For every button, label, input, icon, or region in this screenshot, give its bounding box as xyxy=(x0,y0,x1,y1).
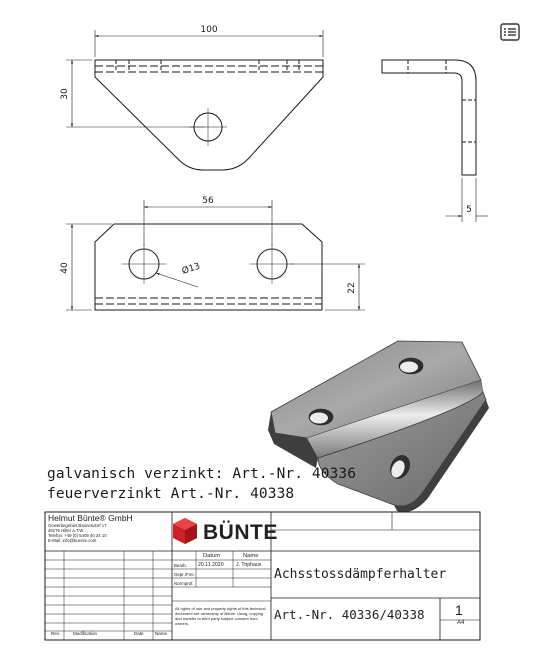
date-label: Date xyxy=(134,631,144,636)
front-view xyxy=(66,200,365,310)
top-view xyxy=(66,30,323,170)
row-drawn-label: Bearb. xyxy=(174,563,187,568)
note-galvanized: galvanisch verzinkt: Art.-Nr. 40336 xyxy=(47,466,357,482)
paper-format: A4 xyxy=(457,620,465,626)
dim-hole-height: 22 xyxy=(347,282,357,294)
modification-label: Modification xyxy=(73,631,98,636)
note-hot-dip: feuerverzinkt Art.-Nr. 40338 xyxy=(47,486,295,502)
address-line: Telefon: +49 (0) 5409 40 34 10 xyxy=(48,533,107,538)
title-block xyxy=(45,512,480,640)
col-name-header: Name xyxy=(243,553,259,559)
drawn-name: J. Triphaus xyxy=(236,562,262,568)
legal-notice: All rights of use and property rights of this technical document are ownership of Bünte. Using, copying and transfer to third party subject consent from owners. xyxy=(175,606,266,626)
menu-icon[interactable] xyxy=(499,22,521,42)
address-line: Gewerbegebiet Bannendorf 17 xyxy=(48,523,107,528)
article-number: Art.-Nr. 40336/40338 xyxy=(274,607,425,622)
dim-thickness: 5 xyxy=(466,205,472,215)
row-checked-label: Gepr./Frei. xyxy=(174,572,195,577)
row-norm-label: Normprüf. xyxy=(174,581,194,586)
dim-top-height: 30 xyxy=(60,88,70,100)
rev-label: Rev. xyxy=(51,631,60,636)
sheet-number: 1 xyxy=(455,602,463,618)
company-name: Helmut Bünte® GmbH xyxy=(48,513,133,523)
dim-hole-spacing: 56 xyxy=(202,196,214,206)
dim-bottom-height: 40 xyxy=(60,262,70,274)
col-date-header: Datum xyxy=(203,553,221,559)
address-line: 49176 Hilter a.T.W. xyxy=(48,528,85,533)
iso-render xyxy=(268,341,489,512)
drawn-date: 20.11.2020 xyxy=(198,562,224,568)
part-title: Achsstossdämpferhalter xyxy=(274,567,447,582)
address-line: E-Mail: info@buente.com xyxy=(48,538,97,543)
side-view xyxy=(382,60,488,222)
name-label: Name xyxy=(155,631,168,636)
dim-hole-diameter: Ø13 xyxy=(180,261,202,277)
dim-top-width: 100 xyxy=(200,25,218,35)
brand-logo-text: BÜNTE xyxy=(203,521,278,544)
